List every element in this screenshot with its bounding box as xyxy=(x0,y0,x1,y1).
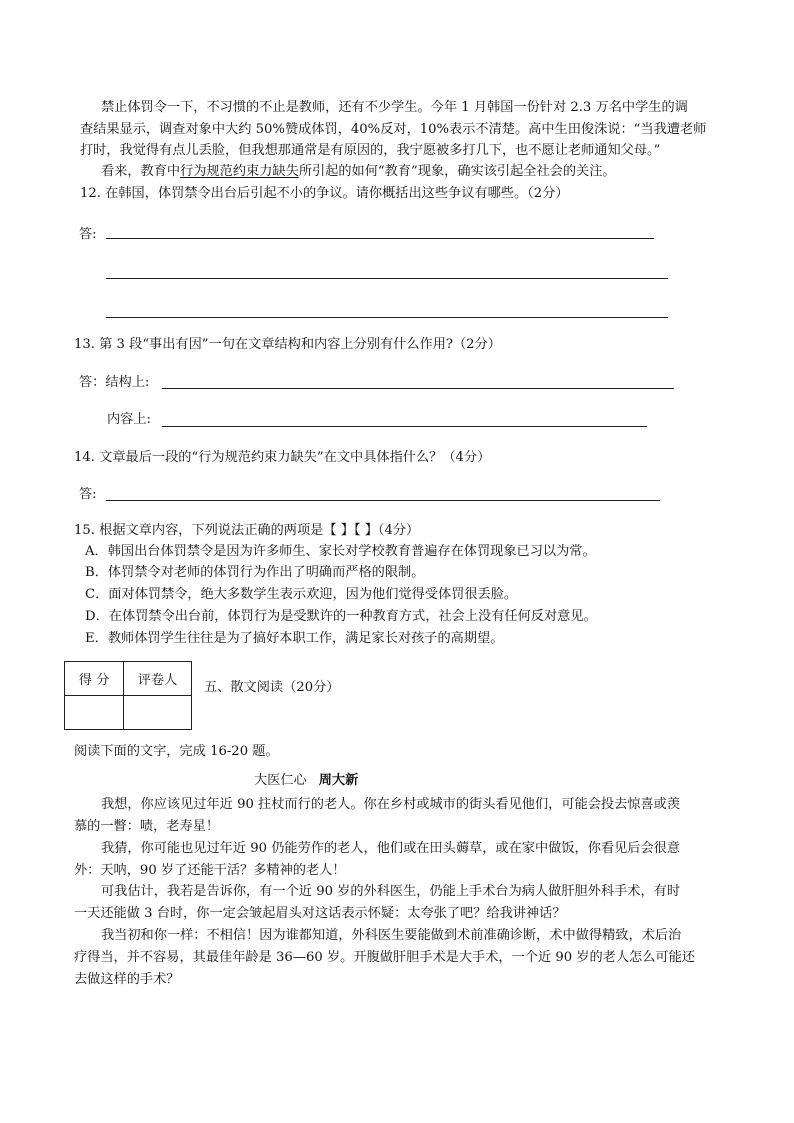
essay-line: 去做这样的手术？ xyxy=(74,972,180,987)
question-14: 14. 文章最后一段的“行为规范约束力缺失”在文中具体指什么？（4分） xyxy=(74,450,491,465)
score-cell[interactable] xyxy=(65,696,124,730)
grader-cell[interactable] xyxy=(124,696,192,730)
question-13: 13. 第 3 段“事出有因”一句在文章结构和内容上分别有什么作用?（2分） xyxy=(74,337,501,352)
instruction: 阅读下面的文字，完成 16-20 题。 xyxy=(74,744,279,759)
essay-line: 一天还能做 3 台时，你一定会皱起眉头对这话表示怀疑：太夸张了吧？给我讲神话？ xyxy=(74,906,566,921)
passage-line xyxy=(101,163,616,181)
question-12: 12. 在韩国，体罚禁令出台后引起不小的争议。请你概括出这些争议有哪些。（2分） xyxy=(80,186,569,201)
underlined-phrase: 行为规范约束力缺失 xyxy=(180,164,299,179)
option-d: D．在体罚禁令出台前，体罚行为是受默许的一种教育方式，社会上没有任何反对意见。 xyxy=(85,609,597,624)
grader-header: 评卷人 xyxy=(124,662,192,696)
essay-line: 我当初和你一样：不相信！因为谁都知道，外科医生要能做到术前准确诊断，术中做得精致，术后治 xyxy=(101,928,682,943)
author: 周大新 xyxy=(318,773,359,788)
answer-label-structure: 答：结构上: xyxy=(79,375,150,390)
option-a: A．韩国出台体罚禁令是因为许多师生、家长对学校教育普遍存在体罚现象已习以为常。 xyxy=(85,544,596,559)
answer-label-content: 内容上: xyxy=(107,412,152,427)
section-heading: 五、散文阅读（20分） xyxy=(204,680,340,695)
passage-text: 所引起的如何“教育”现象，确实该引起全社会的关注。 xyxy=(298,164,616,179)
question-15: 15. 根据文章内容，下列说法正确的两项是【 】【 】（4分） xyxy=(74,523,420,538)
essay-line: 慕的一瞥：啧，老寿星！ xyxy=(74,819,220,834)
answer-label: 答: xyxy=(79,487,97,502)
passage-text: 看来，教育中 xyxy=(101,164,181,179)
answer-line[interactable] xyxy=(162,388,674,389)
option-c: C．面对体罚禁令，绝大多数学生表示欢迎，因为他们觉得受体罚很丢脸。 xyxy=(85,587,518,602)
passage-line: 禁止体罚令一下，不习惯的不止是教师，还有不少学生。今年 1 月韩国一份针对 2.3 万名中学生的调 xyxy=(101,100,688,115)
essay-line: 外：天呐，90 岁了还能干活？多精神的老人！ xyxy=(74,863,346,878)
option-e: E．教师体罚学生往往是为了搞好本职工作，满足家长对孩子的高期望。 xyxy=(85,631,504,646)
passage-line: 查结果显示，调查对象中大约 50%赞成体罚，40%反对，10%表示不清楚。高中生田俊洙说：“当我遭老师 xyxy=(80,122,707,137)
essay-line: 可我估计，我若是告诉你，有一个近 90 岁的外科医生，仍能上手术台为病人做肝胆外科手术，有时 xyxy=(101,884,681,899)
option-b: B．体罚禁令对老师的体罚行为作出了明确而严格的限制。 xyxy=(85,565,425,580)
answer-line[interactable] xyxy=(106,238,654,239)
answer-line[interactable] xyxy=(106,317,668,318)
score-header: 得 分 xyxy=(65,662,124,696)
answer-line[interactable] xyxy=(162,426,647,427)
essay-line: 疗得当，并不容易，其最佳年龄是 36—60 岁。开腹做肝胆手术是大手术，一个近 90 岁的老人怎么可能还 xyxy=(74,950,695,965)
score-box xyxy=(64,661,192,730)
title-text: 大医仁心 xyxy=(254,773,307,788)
essay-line: 我想，你应该见过年近 90 拄杖而行的老人。你在乡村或城市的街头看见他们，可能会投去惊喜或羡 xyxy=(101,797,681,812)
answer-line[interactable] xyxy=(106,278,668,279)
answer-line[interactable] xyxy=(106,500,660,501)
answer-label: 答: xyxy=(79,227,97,242)
passage-line: 打时，我觉得有点儿丢脸，但我想那通常是有原因的，我宁愿被多打几下，也不愿让老师通知父母。” xyxy=(80,143,661,158)
essay-title xyxy=(254,772,358,790)
essay-line: 我猜，你可能也见过年近 90 仍能劳作的老人，他们或在田头薅草，或在家中做饭，你看见后会很意 xyxy=(101,841,681,856)
